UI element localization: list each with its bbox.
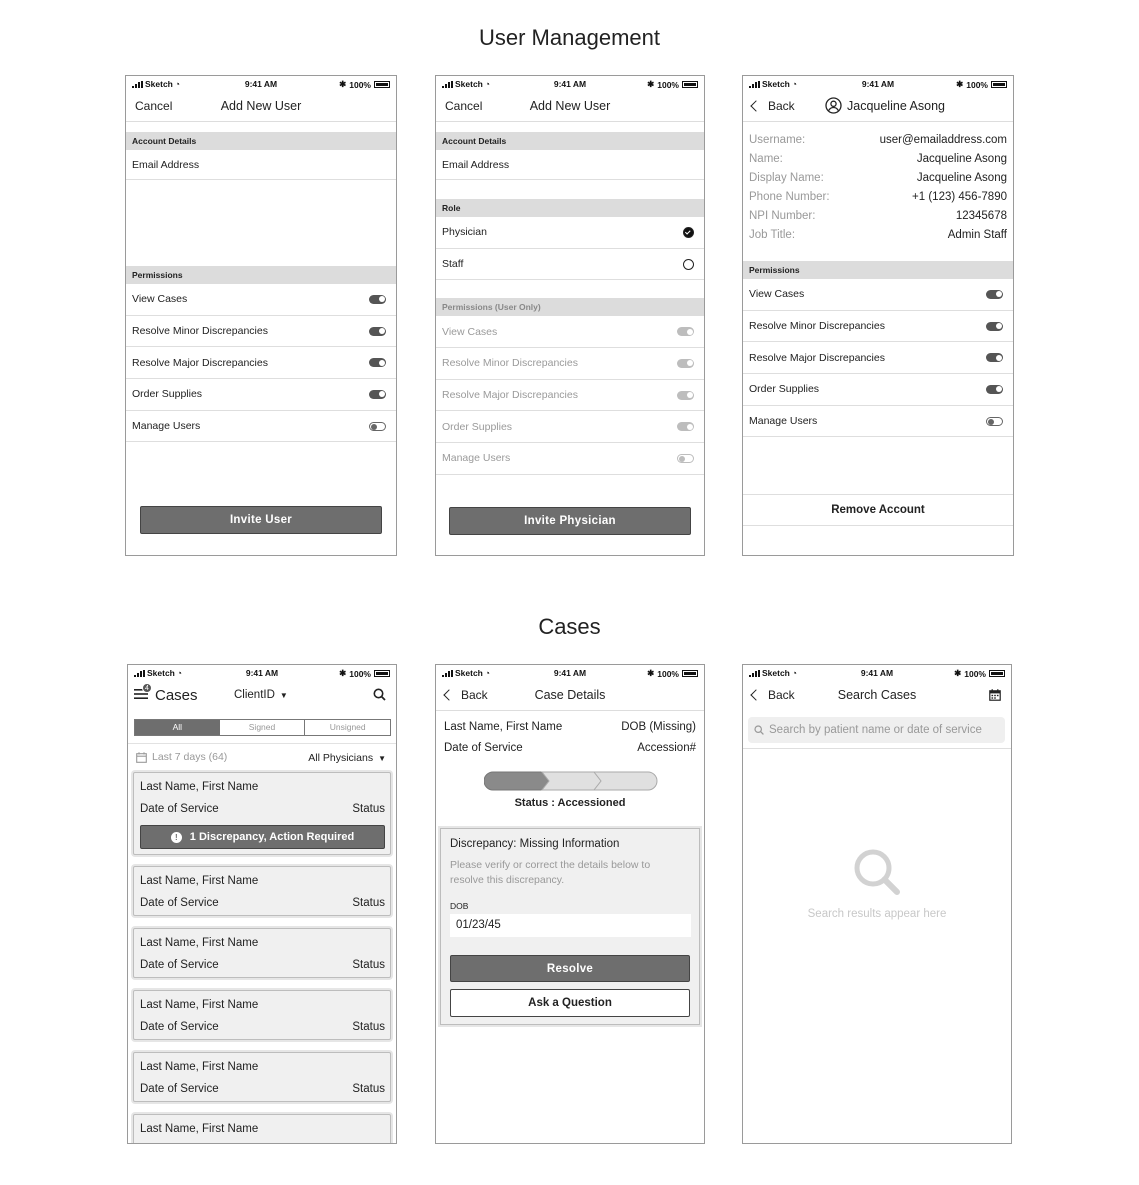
carrier: Sketch (455, 79, 483, 89)
perm-resolve-minor (126, 316, 396, 348)
case-name: Last Name, First Name (140, 999, 259, 1011)
patient-name: Last Name, First Name (444, 721, 563, 733)
section-permissions: Permissions (126, 266, 396, 284)
case-status: Status (352, 1083, 385, 1095)
case-name: Last Name, First Name (140, 875, 259, 887)
battery-icon (374, 81, 390, 88)
case-name: Last Name, First Name (140, 1123, 259, 1135)
case-card[interactable] (133, 866, 391, 916)
case-summary (436, 711, 704, 821)
physicians-label: All Physicians (308, 752, 374, 764)
toggle-resolve-minor-disabled (677, 359, 694, 368)
case-date: Date of Service (140, 897, 219, 909)
perm-order-supplies (126, 379, 396, 411)
case-date: Date of Service (140, 1021, 219, 1033)
caret-down-icon: ▼ (279, 690, 288, 700)
battery-icon (374, 670, 390, 677)
wifi-icon: ◔ (484, 79, 491, 89)
cancel-button[interactable]: Cancel (445, 98, 483, 113)
case-name: Last Name, First Name (140, 937, 259, 949)
remove-account-button[interactable]: Remove Account (743, 494, 1013, 526)
case-name: Last Name, First Name (140, 1061, 259, 1073)
case-status: Status : Accessioned (514, 797, 626, 809)
user-details (743, 130, 1013, 244)
discrepancy-title: Discrepancy: Missing Information (450, 838, 620, 850)
perm-label: Resolve Major Discrepancies (442, 389, 578, 402)
discrepancy-description: Please verify or correct the details below to resolve this discrepancy. (450, 859, 651, 886)
email-field[interactable] (436, 150, 704, 180)
navbar (743, 90, 1013, 122)
perm-label: View Cases (749, 288, 805, 301)
segment-all[interactable]: All (135, 720, 220, 735)
clock: 9:41 AM (860, 668, 894, 678)
perm-manage-users (743, 406, 1013, 438)
detail-key: Name: (749, 152, 783, 165)
detail-value: +1 (123) 456-7890 (912, 190, 1007, 203)
bluetooth-icon: ✱ (647, 79, 655, 89)
wifi-icon: ◔ (484, 668, 491, 678)
battery-icon (682, 81, 698, 88)
section-title-user-management: User Management (479, 25, 660, 50)
phone-case-details (435, 664, 705, 1144)
detail-npi (743, 206, 1013, 225)
perm-order-supplies (743, 374, 1013, 406)
detail-value: 12345678 (955, 209, 1007, 222)
status-progress-icon (484, 771, 658, 791)
carrier: Sketch (145, 79, 173, 89)
segment-signed[interactable]: Signed (220, 720, 306, 735)
clock: 9:41 AM (553, 668, 587, 678)
page-title: Cases (155, 687, 198, 704)
perm-label: Manage Users (749, 415, 818, 428)
section-account-details: Account Details (436, 132, 704, 150)
perm-manage-users (126, 411, 396, 443)
radio-physician-checked[interactable] (683, 227, 694, 238)
detail-value: user@emailaddress.com (879, 133, 1007, 146)
detail-key: Username: (749, 133, 806, 146)
toggle-view-cases-disabled (677, 327, 694, 336)
case-status: Status (352, 959, 385, 971)
nav-title: Add New User (220, 98, 302, 113)
detail-display-name (743, 168, 1013, 187)
perm-resolve-minor (436, 348, 704, 380)
discrepancy-alert-button[interactable] (140, 825, 385, 849)
battery-level: 100% (966, 79, 988, 90)
perm-resolve-minor (743, 311, 1013, 343)
email-field-label: Email Address (132, 158, 200, 171)
accession-number: Accession# (637, 742, 696, 754)
case-status: Status (352, 803, 385, 815)
client-dropdown[interactable] (234, 689, 288, 701)
perm-label: Manage Users (442, 452, 511, 465)
nav-title: Search Cases (837, 688, 917, 702)
back-label: Back (461, 687, 488, 702)
date-of-service: Date of Service (444, 742, 523, 754)
perm-label: Order Supplies (442, 420, 513, 433)
nav-title: Case Details (534, 687, 606, 702)
clock: 9:41 AM (245, 668, 279, 678)
detail-key: Phone Number: (749, 190, 830, 203)
perm-view-cases (743, 279, 1013, 311)
section-account-details: Account Details (126, 132, 396, 150)
magnifier-empty-icon (853, 848, 901, 896)
toggle-resolve-major[interactable] (369, 358, 386, 367)
menu-button[interactable] (134, 685, 149, 700)
back-button[interactable] (752, 688, 795, 702)
client-label: ClientID (234, 689, 275, 701)
toggle-manage-users[interactable] (986, 417, 1003, 426)
search-icon[interactable] (373, 688, 386, 701)
email-field-label: Email Address (442, 158, 510, 171)
case-status: Status (352, 1021, 385, 1033)
perm-label: Resolve Minor Discrepancies (442, 357, 578, 370)
calendar-icon (136, 752, 147, 763)
perm-label: Order Supplies (132, 388, 203, 401)
dob-input[interactable]: 01/23/45 (450, 914, 691, 937)
perm-view-cases (126, 284, 396, 316)
phone-user-profile (742, 75, 1014, 556)
navbar (436, 679, 704, 711)
carrier: Sketch (147, 668, 175, 678)
empty-state-text: Search results appear here (807, 908, 947, 920)
detail-job-title (743, 225, 1013, 244)
bluetooth-icon: ✱ (339, 668, 347, 678)
notification-badge: 4 (142, 683, 152, 693)
toggle-manage-users-disabled (677, 454, 694, 463)
segment-control (134, 719, 391, 736)
back-button[interactable] (752, 99, 795, 113)
case-name: Last Name, First Name (140, 781, 259, 793)
cases-header (128, 679, 396, 711)
perm-label: Resolve Major Discrepancies (749, 351, 885, 364)
toggle-resolve-major[interactable] (986, 353, 1003, 362)
perm-label: Resolve Minor Discrepancies (132, 325, 268, 338)
filter-bar (128, 743, 396, 769)
detail-key: NPI Number: (749, 209, 816, 222)
perm-resolve-major (126, 347, 396, 379)
battery-level: 100% (349, 79, 371, 90)
perm-order-supplies (436, 411, 704, 443)
chevron-left-icon (750, 689, 761, 700)
case-card[interactable] (133, 928, 391, 978)
detail-value: Jacqueline Asong (916, 152, 1007, 165)
wifi-icon: ◔ (791, 668, 798, 678)
status-bar (128, 665, 396, 679)
perm-manage-users (436, 443, 704, 475)
email-field[interactable] (126, 150, 396, 180)
dob-missing: DOB (Missing) (621, 721, 696, 733)
perm-label: Resolve Major Discrepancies (132, 356, 268, 369)
chevron-left-icon (750, 100, 761, 111)
case-date: Date of Service (140, 1083, 219, 1095)
search-placeholder: Search by patient name or date of service (769, 724, 982, 736)
back-label: Back (768, 98, 795, 113)
wifi-icon: ◔ (176, 668, 183, 678)
toggle-manage-users[interactable] (369, 422, 386, 431)
section-role: Role (436, 199, 704, 217)
section-permissions-user-only: Permissions (User Only) (436, 298, 704, 316)
perm-resolve-major (436, 380, 704, 412)
navbar (436, 90, 704, 122)
user-circle-icon (825, 97, 842, 114)
detail-value: Jacqueline Asong (916, 171, 1007, 184)
battery-icon (682, 670, 698, 677)
date-range-filter[interactable] (136, 751, 227, 763)
ask-question-button[interactable]: Ask a Question (450, 989, 690, 1017)
detail-key: Display Name: (749, 171, 824, 184)
toggle-resolve-minor[interactable] (369, 327, 386, 336)
discrepancy-label: 1 Discrepancy, Action Required (189, 831, 355, 843)
perm-label: Order Supplies (749, 383, 820, 396)
bluetooth-icon: ✱ (647, 668, 655, 678)
carrier: Sketch (762, 79, 790, 89)
search-icon (754, 725, 764, 735)
status-bar (436, 665, 704, 679)
chevron-left-icon (443, 689, 454, 700)
bluetooth-icon: ✱ (339, 79, 347, 89)
caret-down-icon: ▼ (378, 753, 386, 763)
discrepancy-panel (440, 828, 700, 1025)
status-bar (126, 76, 396, 90)
role-staff[interactable] (436, 249, 704, 281)
section-title-cases: Cases (538, 614, 601, 639)
role-label: Physician (442, 226, 487, 239)
case-card[interactable] (133, 990, 391, 1040)
search-input[interactable] (748, 717, 1005, 743)
navbar (126, 90, 396, 122)
detail-name (743, 149, 1013, 168)
bluetooth-icon: ✱ (954, 668, 962, 678)
wifi-icon: ◔ (791, 79, 798, 89)
case-card[interactable] (133, 1114, 391, 1144)
toggle-resolve-minor[interactable] (986, 322, 1003, 331)
back-button[interactable] (445, 688, 488, 702)
battery-level: 100% (657, 79, 679, 90)
navbar (743, 679, 1011, 711)
cancel-button[interactable]: Cancel (135, 98, 173, 113)
invite-user-button[interactable]: Invite User (140, 506, 382, 534)
case-card[interactable] (133, 1052, 391, 1102)
toggle-resolve-major-disabled (677, 391, 694, 400)
case-date: Date of Service (140, 959, 219, 971)
toggle-view-cases[interactable] (369, 295, 386, 304)
role-label: Staff (442, 258, 464, 271)
phone-cases-list (127, 664, 397, 1144)
resolve-button[interactable]: Resolve (450, 955, 690, 982)
battery-icon (989, 670, 1005, 677)
detail-value: Admin Staff (947, 228, 1007, 241)
battery-icon (991, 81, 1007, 88)
segment-unsigned[interactable]: Unsigned (329, 722, 366, 732)
role-physician[interactable] (436, 217, 704, 249)
detail-username (743, 130, 1013, 149)
alert-icon: ! (171, 832, 182, 843)
case-status: Status (352, 897, 385, 909)
detail-key: Job Title: (749, 228, 796, 241)
physicians-dropdown[interactable] (308, 752, 386, 764)
perm-label: Resolve Minor Discrepancies (749, 320, 885, 333)
user-name-title: Jacqueline Asong (847, 98, 945, 113)
carrier: Sketch (762, 668, 790, 678)
clock: 9:41 AM (861, 79, 895, 89)
perm-view-cases (436, 316, 704, 348)
battery-level: 100% (964, 668, 986, 679)
section-permissions: Permissions (743, 261, 1013, 279)
toggle-view-cases[interactable] (986, 290, 1003, 299)
toggle-order-supplies-disabled (677, 422, 694, 431)
status-bar (743, 76, 1013, 90)
radio-staff[interactable] (683, 259, 694, 270)
battery-level: 100% (657, 668, 679, 679)
back-label: Back (768, 688, 795, 702)
carrier: Sketch (455, 668, 483, 678)
calendar-icon[interactable] (989, 689, 1001, 701)
invite-physician-button[interactable]: Invite Physician (449, 507, 691, 535)
nav-title: Add New User (529, 98, 611, 113)
search-bar-container (743, 711, 1011, 749)
toggle-order-supplies[interactable] (369, 390, 386, 399)
perm-label: View Cases (442, 325, 498, 338)
perm-label: View Cases (132, 293, 188, 306)
phone-add-new-physician (435, 75, 705, 556)
date-range-label: Last 7 days (64) (152, 751, 228, 763)
detail-phone (743, 187, 1013, 206)
bluetooth-icon: ✱ (956, 79, 964, 89)
phone-search-cases (742, 664, 1012, 1144)
phone-add-new-user (125, 75, 397, 556)
status-bar (743, 665, 1011, 679)
toggle-order-supplies[interactable] (986, 385, 1003, 394)
case-card[interactable] (133, 772, 391, 855)
clock: 9:41 AM (244, 79, 278, 89)
wifi-icon: ◔ (174, 79, 181, 89)
perm-resolve-major (743, 342, 1013, 374)
status-bar (436, 76, 704, 90)
battery-level: 100% (349, 668, 371, 679)
dob-label: DOB (450, 901, 469, 911)
perm-label: Manage Users (132, 420, 201, 433)
case-date: Date of Service (140, 803, 219, 815)
clock: 9:41 AM (553, 79, 587, 89)
